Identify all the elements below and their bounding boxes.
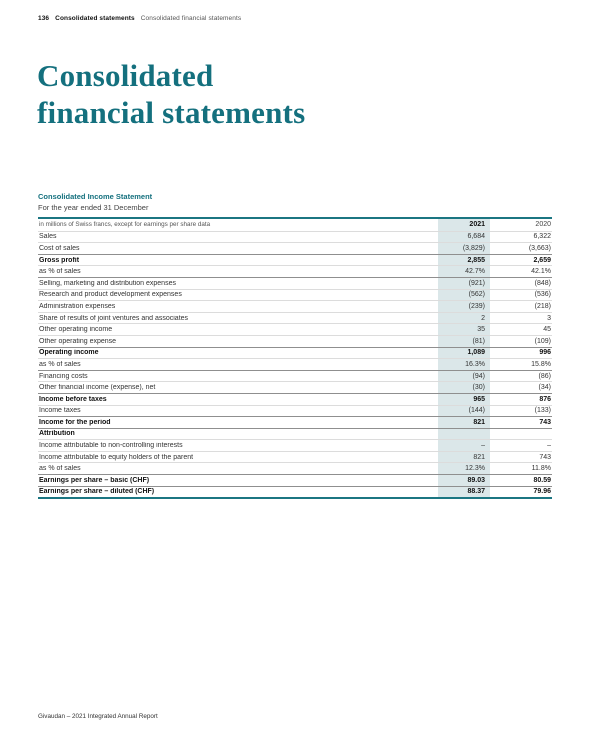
table-row bbox=[38, 312, 552, 324]
row-value-2021: (3,829) bbox=[438, 243, 490, 254]
row-value-2020: (133) bbox=[534, 407, 551, 415]
row-value-2020: 743 bbox=[539, 453, 551, 461]
table-row bbox=[38, 277, 552, 289]
row-value-2020: 876 bbox=[539, 395, 551, 403]
row-value-2020: 3 bbox=[547, 314, 551, 322]
table-row bbox=[38, 231, 552, 243]
row-value-2021: 1,089 bbox=[438, 348, 490, 359]
table-row bbox=[38, 474, 552, 486]
table-row bbox=[38, 393, 552, 405]
row-label: Earnings per share – basic (CHF) bbox=[39, 476, 150, 484]
row-label: Selling, marketing and distribution expenses bbox=[39, 279, 176, 287]
running-header bbox=[38, 15, 241, 22]
row-value-2020: 80.59 bbox=[533, 476, 551, 484]
table-row bbox=[38, 451, 552, 463]
table-row bbox=[38, 416, 552, 428]
row-value-2021: 965 bbox=[438, 394, 490, 405]
row-value-2021 bbox=[438, 429, 490, 440]
row-value-2021: 821 bbox=[438, 417, 490, 428]
table-header-row bbox=[38, 219, 552, 231]
row-value-2021: 89.03 bbox=[438, 475, 490, 486]
row-label: Cost of sales bbox=[39, 244, 80, 252]
row-label: Income taxes bbox=[39, 407, 81, 415]
row-value-2021: 821 bbox=[438, 452, 490, 463]
row-value-2020: (848) bbox=[534, 279, 551, 287]
row-value-2020: 996 bbox=[539, 349, 551, 357]
row-label: Attribution bbox=[39, 430, 75, 438]
row-label: as % of sales bbox=[39, 465, 81, 473]
row-label: Administration expenses bbox=[39, 302, 116, 310]
row-value-2021: (921) bbox=[438, 278, 490, 289]
row-value-2021: (30) bbox=[438, 382, 490, 393]
table-row bbox=[38, 358, 552, 370]
row-value-2020: – bbox=[547, 442, 551, 450]
table-body bbox=[38, 231, 552, 498]
row-value-2021: (81) bbox=[438, 336, 490, 347]
row-value-2021: (144) bbox=[438, 406, 490, 417]
row-value-2021: 2,855 bbox=[438, 255, 490, 266]
row-value-2021: 42.7% bbox=[438, 266, 490, 277]
row-label: Income for the period bbox=[39, 418, 111, 426]
row-value-2021: 35 bbox=[438, 324, 490, 335]
page-title-line2: financial statements bbox=[37, 95, 306, 130]
column-header-2021: 2021 bbox=[438, 219, 490, 231]
statement-subtitle: For the year ended 31 December bbox=[38, 203, 149, 212]
row-value-2020: (86) bbox=[538, 372, 551, 380]
row-value-2021: (239) bbox=[438, 301, 490, 312]
table-row bbox=[38, 242, 552, 254]
row-value-2020: 42.1% bbox=[531, 268, 551, 276]
row-label: Other financial income (expense), net bbox=[39, 384, 156, 392]
table-row bbox=[38, 347, 552, 359]
row-label: Gross profit bbox=[39, 256, 80, 264]
row-value-2021: 12.3% bbox=[438, 463, 490, 474]
unit-note: in millions of Swiss francs, except for earnings per share data bbox=[39, 221, 211, 229]
row-label: Sales bbox=[39, 233, 57, 241]
income-statement-table bbox=[38, 217, 552, 499]
table-row bbox=[38, 462, 552, 474]
row-value-2020: 743 bbox=[539, 418, 551, 426]
row-label: Income attributable to non-controlling interests bbox=[39, 442, 183, 450]
page-title-line1: Consolidated bbox=[37, 58, 214, 93]
row-label: Earnings per share – diluted (CHF) bbox=[39, 488, 155, 496]
row-value-2020: 45 bbox=[543, 326, 551, 334]
row-value-2020: (109) bbox=[534, 337, 551, 345]
breadcrumb-subsection: Consolidated financial statements bbox=[140, 15, 242, 22]
page-footer: Givaudan – 2021 Integrated Annual Report bbox=[38, 713, 158, 720]
row-value-2020: (536) bbox=[534, 291, 551, 299]
row-label: Income attributable to equity holders of the parent bbox=[39, 453, 194, 461]
table-row bbox=[38, 335, 552, 347]
table-row bbox=[38, 300, 552, 312]
statement-heading bbox=[38, 192, 152, 212]
row-label: Other operating expense bbox=[39, 337, 117, 345]
row-value-2020: 2,659 bbox=[533, 256, 551, 264]
row-label: Other operating income bbox=[39, 326, 113, 334]
row-value-2020: (218) bbox=[534, 302, 551, 310]
table-row bbox=[38, 428, 552, 440]
page-title bbox=[37, 57, 305, 131]
row-value-2021: (94) bbox=[438, 371, 490, 382]
table-row bbox=[38, 486, 552, 498]
row-value-2021: (562) bbox=[438, 290, 490, 301]
row-label: as % of sales bbox=[39, 360, 81, 368]
row-label: Financing costs bbox=[39, 372, 88, 380]
row-label: Income before taxes bbox=[39, 395, 107, 403]
row-label: Research and product development expenses bbox=[39, 291, 182, 299]
table-row bbox=[38, 265, 552, 277]
table-row bbox=[38, 254, 552, 266]
row-value-2020: (3,663) bbox=[528, 244, 551, 252]
row-value-2021: – bbox=[438, 440, 490, 451]
table-row bbox=[38, 405, 552, 417]
table-row bbox=[38, 289, 552, 301]
page-number: 136 bbox=[38, 15, 50, 22]
row-label: Operating income bbox=[39, 349, 99, 357]
table-row bbox=[38, 439, 552, 451]
breadcrumb-section: Consolidated statements bbox=[55, 15, 135, 22]
row-value-2021: 6,684 bbox=[438, 232, 490, 243]
row-value-2020: 6,322 bbox=[533, 233, 551, 241]
row-value-2021: 16.3% bbox=[438, 359, 490, 370]
row-label: as % of sales bbox=[39, 268, 81, 276]
table-row bbox=[38, 323, 552, 335]
row-value-2020: 11.8% bbox=[531, 465, 551, 473]
table-row bbox=[38, 370, 552, 382]
row-value-2021: 88.37 bbox=[438, 487, 490, 498]
row-value-2020: 15.8% bbox=[531, 360, 551, 368]
column-header-2020: 2020 bbox=[535, 221, 551, 229]
row-value-2020: 79.96 bbox=[533, 488, 551, 496]
table-row bbox=[38, 381, 552, 393]
row-value-2020: (34) bbox=[538, 384, 551, 392]
row-label: Share of results of joint ventures and associates bbox=[39, 314, 189, 322]
statement-title: Consolidated Income Statement bbox=[38, 192, 153, 201]
row-value-2021: 2 bbox=[438, 313, 490, 324]
